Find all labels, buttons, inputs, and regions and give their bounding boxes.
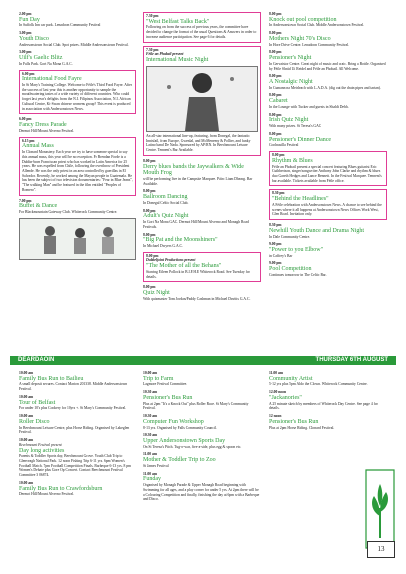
event-time: 8.00 pm xyxy=(272,153,285,158)
event-time: 11.00 am xyxy=(143,452,157,457)
event-time: 12.00 noon xyxy=(269,390,287,395)
event-body: With many prizes. St Teresa's GAC xyxy=(269,124,322,129)
event-body: Parents & Toddler Sports day, Beechmount Grove. Youth Club Trip to Glenveagh National Park. 12 noon Fishing Trip 6-11 yrs. 6pm Women's Football Match. 7pm Football Competition Finals. Barbeque 6-13 yrs. 8 pm Women's Debate plus Gore Op Concert. Contact Beechmount Festival Committee 3 06874. xyxy=(19,454,131,478)
event-title: Computer Fun Workshop xyxy=(143,418,204,425)
event-title: A Nostalgic Night xyxy=(269,79,313,86)
event-pensioners-night xyxy=(269,50,387,71)
event-buffet-dance xyxy=(19,199,136,215)
event-time: 10.00 am xyxy=(19,371,34,375)
event-title: Youth Disco xyxy=(19,35,49,42)
event-time: 8.00 pm xyxy=(143,208,156,213)
event-title: Cabaret xyxy=(269,98,288,105)
event-time: 10.00 am xyxy=(19,438,34,443)
event-power-to-you xyxy=(269,242,387,258)
event-body: in Caffrey's Bar xyxy=(269,253,293,258)
event-time: 10.00 am xyxy=(19,480,34,485)
event-fun-day xyxy=(19,12,136,28)
event-title: International Music Night xyxy=(146,57,209,64)
event-day-long xyxy=(19,438,136,478)
event-tour-belfast xyxy=(19,395,136,411)
event-cabaret xyxy=(269,93,387,109)
event-body: A small deposit secures. Contact Marion 201338. Middle Andersonstown Festival. xyxy=(19,382,128,392)
column-1 xyxy=(19,12,136,262)
day-header-irish: DÉARDAOIN xyxy=(18,357,55,363)
event-body: A 25 minute sketch by members of Whiterock Day Centre. See page 4 for details. xyxy=(269,401,378,411)
event-title: Pool Competition xyxy=(269,266,312,273)
event-ballroom-dancing xyxy=(143,189,261,205)
event-title: Uilf's Gaelic Blitz xyxy=(19,55,63,62)
event-body: In Gervaistor Centre. Great night of music and craic. Bring a Bottle. Organised by Féile Shrúd Ui Reidel and Féile an Phobail. All Welcome. xyxy=(269,61,386,71)
event-time: 8.00 pm xyxy=(269,12,282,16)
event-title: Day long activities xyxy=(19,447,65,454)
event-title: "Power to you Elbow" xyxy=(269,247,324,254)
event-rhythm-blues xyxy=(269,151,387,186)
event-body: An all-star international line-up, featuring, from Donegal, the fantastic Innisfail, from Europe, Gwenlal, and McMenemy & Pollier, and funky Latino band De Nada. Sponsored by AP/RN. In Beechmount Leisure Centre. Tennent's Bar Available. xyxy=(146,133,251,153)
event-title: Family Bus Run to Bailieu xyxy=(19,375,84,382)
column-2 xyxy=(143,12,261,305)
event-time: 11.00 am xyxy=(143,471,157,476)
event-time: 8.00 pm xyxy=(146,253,159,258)
event-body: In Hore Drive Centre. Lenadoon Community Festival. xyxy=(269,42,350,47)
event-title: "The Mother of all the Behans" xyxy=(146,263,222,270)
event-body: In Cumann na Meirleach with L.A.D.A. (dig out the drain pipes and tartan). xyxy=(269,85,381,90)
event-time: 7.30 pm xyxy=(146,14,159,18)
event-title: "Behind the Headlines" xyxy=(272,196,329,203)
event-time: 8.00 pm xyxy=(143,189,156,194)
event-time: 8.00 pm xyxy=(143,158,156,163)
event-title: "Jackanories" xyxy=(269,394,302,401)
event-derry-blues xyxy=(143,159,261,187)
event-time: 10.00 am xyxy=(19,394,34,399)
event-body: Plus at 2pm "It's a Knock Out" plus Roller Race. St Mary's Community Festival. xyxy=(143,401,249,411)
event-body: In Beechmount Leisure Centre, plus Horse Riding. Organised by Lakeglen Festival. xyxy=(19,425,130,435)
event-body: Dermot Hill/Mount Alverno Festival. xyxy=(19,492,75,497)
feile-logo xyxy=(362,468,398,564)
event-time: 6.15 pm xyxy=(22,138,35,143)
event-jackanories xyxy=(269,390,387,411)
event-body: Coolnasilla Festival xyxy=(269,143,299,148)
event-roller-disco xyxy=(19,414,136,435)
event-trip-farm xyxy=(143,371,261,387)
event-computer-workshop xyxy=(143,414,261,430)
event-body: In Michael Dwyers G.A.C. xyxy=(143,243,183,248)
event-title: Ballroom Dancing xyxy=(143,194,188,201)
event-mother-of-behans xyxy=(143,252,261,283)
event-subtitle: Féile an Phobail present xyxy=(146,52,184,57)
event-title: Adult's Quiz Night xyxy=(143,213,189,220)
event-body: In Gort Na Mona GAC. Dermot Hill/Mount Alverno and Monagh Road Festivals. xyxy=(143,220,249,229)
event-time: 8.00 pm xyxy=(269,50,282,55)
bottom-column-3 xyxy=(269,371,387,433)
event-body: For Blackmountain Gateway Club. Whiterock Community Centre. xyxy=(19,210,118,215)
event-title: Irish Quiz Night xyxy=(269,117,309,124)
event-time: 8.00 pm xyxy=(143,232,156,237)
event-time: 6.00 pm xyxy=(19,117,32,122)
event-subtitle: Beechmount Festival present xyxy=(19,442,62,447)
event-time: 11.00 am xyxy=(269,371,283,375)
event-bus-run-bailieu xyxy=(19,371,136,392)
event-title: Derry blues bands the Jaywalkers & Wide Mouth Frog xyxy=(143,163,244,177)
bottom-column-2 xyxy=(143,371,261,505)
event-time: 10.00 am xyxy=(143,371,158,375)
event-trip-zoo xyxy=(143,452,261,468)
event-time: 10.30 am xyxy=(143,414,158,419)
event-title: Mother & Toddler Trip to Zoo xyxy=(143,457,216,464)
event-body: In the Lounge with Tucker and guests in Shaldt Debh. xyxy=(269,104,349,109)
event-title: Fun Day xyxy=(19,16,40,23)
event-body: In Dale Community Centre. xyxy=(269,234,311,239)
event-body: Continues tomorrow in The Celtic Bar. xyxy=(269,272,327,277)
event-body: Dermot Hill/Mount Alverno Festival. xyxy=(19,128,75,133)
day-header-band xyxy=(10,356,396,365)
event-pensioners-bus-run xyxy=(143,390,261,411)
event-title: Annual Mass xyxy=(22,143,54,150)
event-time: 12 noon xyxy=(269,414,282,419)
event-body: A Féile celebration with Andersonstown News. A chance to see behind the scenes where it all happens at Andersonstown News Offices Work West, Glen Road. Invitation only. xyxy=(272,202,382,217)
event-community-artist xyxy=(269,371,387,387)
event-pensioners-dinner xyxy=(269,132,387,148)
event-body: Lagmore Festival Committee. xyxy=(143,382,188,387)
event-time: 9.00 pm xyxy=(269,242,282,247)
event-title: Roller Disco xyxy=(19,418,50,425)
event-title: Upper Andersonstown Sports Day xyxy=(143,438,226,445)
event-body: will be performing live in the Campsite Marquee. Páirc Liam Dhearg. Bar Available. xyxy=(143,176,253,186)
event-title: Family Bus Run to Crawfordsburn xyxy=(19,485,103,492)
event-time: 3.00 pm xyxy=(19,50,32,55)
event-body: On St Teresa's Pitch. Tug-o-war, five-a-side, plus egg & spoon etc. xyxy=(143,444,242,449)
event-body: 5-12 yrs plus 5pm Aldo the Clown. Whiterock Community Centre. xyxy=(269,382,368,387)
event-body: St James Festival xyxy=(143,463,169,468)
event-time: 8.00 pm xyxy=(269,131,282,136)
event-behind-headlines xyxy=(269,189,387,220)
event-body: Organised by Monagh Parade & Upper Monagh Road beginning with Swimming for all ages, and a play corner for under 5 yrs. At 2pm there will be a Colouring Competition and finally, finishing the day at 6pm with a Barbeque and Disco. xyxy=(143,483,260,502)
event-body: For under 10's plus Cookery for 10yrs +. St Mary's Community Festival. xyxy=(19,406,127,411)
event-time: 8.30 pm xyxy=(272,191,285,196)
children-photo xyxy=(19,218,136,260)
bottom-column-1 xyxy=(19,371,136,500)
event-title: Funday xyxy=(143,476,161,483)
event-body: In St Mary's Training College. Welcome to Féile's Third Food Fayre. After the success of last year this is another opportunity to sample the mouthwatering tastes of a wide variety of different countries. Who could forget last year's delights from the N.I. Filipinos Association, N.I. African Cultural Centre, Ki-Swan chinese womens group? This event is produced in association with Andersonstown News. xyxy=(22,83,132,111)
event-title: Tour of Belfast xyxy=(19,399,56,406)
day-header-english: THURSDAY 6TH AUGUST xyxy=(315,357,388,363)
event-gaelic-blitz xyxy=(19,50,136,66)
event-mothers-night xyxy=(269,31,387,47)
event-quiz-night xyxy=(143,285,261,301)
musician-photo xyxy=(146,66,258,132)
event-title: Pensioner's Dinner Dance xyxy=(269,136,332,143)
event-body: Following on from the success of previous years, the committee have decided to change the format of the usual Questions & Answers in order to increase audience participation. See page 6 for details. xyxy=(146,25,257,39)
event-annual-mass xyxy=(19,137,136,196)
event-time: 10.30 am xyxy=(143,390,158,395)
event-body: Andersonstown Social Club. Spot prizes. Middle Andersonstown Festival. xyxy=(19,42,129,47)
event-title: Pensioner's Bus Run xyxy=(143,394,193,401)
event-time: 8.00 pm xyxy=(143,285,156,290)
event-title: Knock out pool competition xyxy=(269,16,337,23)
event-title: Pensioner's Night xyxy=(269,55,312,62)
event-irish-quiz xyxy=(269,113,387,129)
event-time: 8.00 pm xyxy=(269,74,282,79)
event-body: 8-13 yrs. Organised by Falls Community Council. xyxy=(143,425,217,430)
event-title: Community Artist xyxy=(269,375,313,382)
event-body: Féile an Phobail present a special concert featuring Blues guitarist Eric Cuthbertson, singer/songwriter Anthony John Clarke and rhythm & blues duo Gareth Hedges and Lance Bennett. In the Festival Marquee. Tennent's bar available. Tickets available from Féile office. xyxy=(272,164,382,183)
children-illustration xyxy=(20,219,135,259)
event-body: Starring Eileen Pollock in B.I.F.H.E Whiterock Road. See Tuesday for details. xyxy=(146,269,250,279)
event-time: 6.00 pm xyxy=(22,71,35,76)
event-youth-disco xyxy=(19,31,136,47)
event-time: 9.00 pm xyxy=(269,261,282,266)
event-adults-quiz xyxy=(143,209,261,230)
musician-illustration xyxy=(147,67,257,131)
event-title: Quiz Night xyxy=(143,290,170,297)
event-time: 7.00 pm xyxy=(19,198,32,203)
event-body: With quizmaster Tom Jordan/Paddy Cashman in Michael Davitts G.A.C. xyxy=(143,296,251,301)
event-title: Rhythm & Blues xyxy=(272,157,313,164)
event-title: Mothers Night 70's Disco xyxy=(269,35,331,42)
event-title: "Big Pat and the Moonshiners" xyxy=(143,237,218,244)
event-fancy-dress xyxy=(19,117,136,133)
column-3 xyxy=(269,12,387,281)
event-time: 8.00 pm xyxy=(269,31,282,36)
event-body: In Falls Park. Gort Na Mona G.A.C. xyxy=(19,61,73,66)
event-bus-run-crawfordsburn xyxy=(19,481,136,497)
event-body: In Clonard Monastery. Each year we try to have someone special to say this annual mass, this year will be no exception. Fr Brendan Forde is a Dublin-born Franciscan priest who has worked in Latin America for 25 years. He was expelled from Chile, following the overthrow of President Allende. He was the only priest in an area controlled by guerillas in El Salvador. Recently, he worked among the Mayan people in Guatemala. He has been the subject of two television documentaries: "Fear in Blue Jeans", "The walking Man" and he featured in the film entitled "Peoples of Romero". xyxy=(22,150,133,192)
event-sports-day xyxy=(143,433,261,449)
event-time: 7.30 pm xyxy=(146,47,159,52)
event-time: 10.00 am xyxy=(19,414,34,419)
event-time: 8.30 pm xyxy=(269,223,282,228)
event-knock-out-pool xyxy=(269,12,387,28)
event-subtitle: Dubbeljoint Productions present xyxy=(146,258,196,263)
event-title: Trip to Farm xyxy=(143,375,174,382)
event-body: In Andersonstown Social Club. Middle Andersonstown Festival. xyxy=(269,23,365,28)
event-body: Plus at 2pm Horse Riding. Clonard Festival. xyxy=(269,425,335,430)
event-title: Buffet & Dance xyxy=(19,203,58,210)
event-title: Fancy Dress Parade xyxy=(19,122,67,129)
event-west-belfast-talks-back xyxy=(143,12,261,43)
event-time: 2.00 pm xyxy=(19,12,32,16)
event-international-music-night xyxy=(143,46,261,156)
event-time: 3.00 pm xyxy=(19,31,32,36)
event-body: In Donegal Celtic Social Club. xyxy=(143,200,189,205)
event-title: Pensioner's Bus Run xyxy=(269,418,319,425)
page-number: 13 xyxy=(367,541,395,558)
event-nostalgic-night xyxy=(269,74,387,90)
event-time: 10.30 am xyxy=(143,433,158,438)
event-newhill-youth xyxy=(269,223,387,239)
event-food-fayre xyxy=(19,70,136,115)
event-time: 8.00 pm xyxy=(269,93,282,98)
event-big-pat xyxy=(143,233,261,249)
event-title: "West Belfast Talks Back" xyxy=(146,18,210,25)
event-time: 8.00 pm xyxy=(269,112,282,117)
event-pool-competition xyxy=(269,261,387,277)
event-title: Newhill Youth Dance and Drama Night xyxy=(269,227,364,234)
event-body: In Suffolk Inn car park. Lenadoon Community Festival xyxy=(19,23,101,28)
event-pensioners-bus-run-noon xyxy=(269,414,387,430)
event-funday xyxy=(143,472,261,502)
event-title: International Food Fayre xyxy=(22,76,82,83)
